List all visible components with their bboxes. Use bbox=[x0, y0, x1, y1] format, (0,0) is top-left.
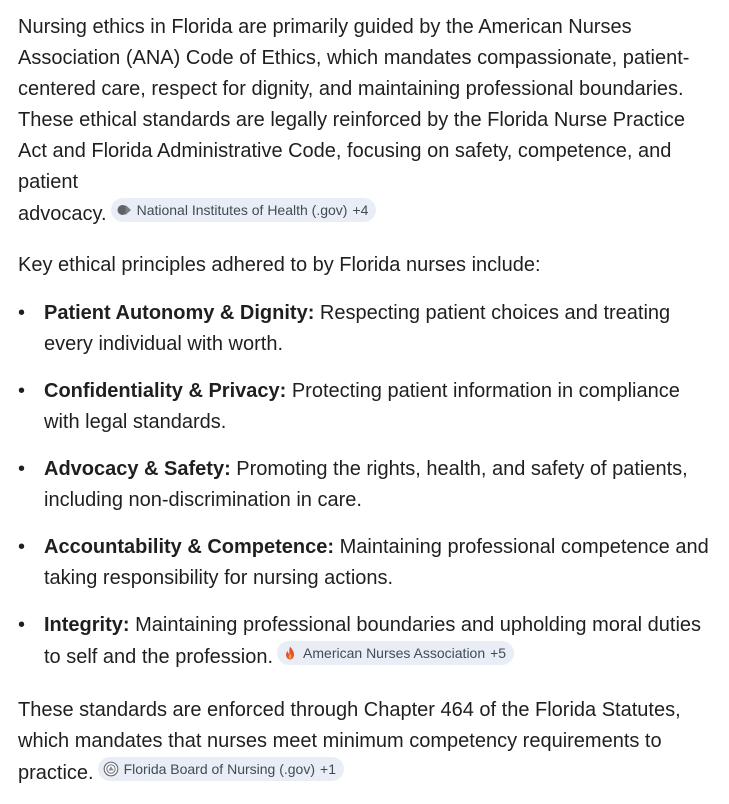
bullet: • bbox=[18, 302, 26, 324]
intro-last-word: advocacy. bbox=[18, 203, 107, 225]
principle-title: Patient Autonomy & Dignity: bbox=[44, 302, 315, 324]
florida-seal-icon bbox=[103, 761, 119, 777]
closing-paragraph bbox=[18, 695, 711, 789]
citation-source: National Institutes of Health (.gov) bbox=[136, 202, 348, 218]
principle-title: Advocacy & Safety: bbox=[44, 458, 231, 480]
citation-count: +1 bbox=[320, 761, 336, 777]
citation-source: Florida Board of Nursing (.gov) bbox=[123, 761, 316, 777]
citation-source: American Nurses Association bbox=[303, 645, 486, 661]
principles-lead-in: Key ethical principles adhered to by Florida nurses include: bbox=[18, 254, 541, 276]
closing-text: These standards are enforced through Chapter 464 of the Florida Statutes, which mandates that nurses meet minimum competency requirements to practice. bbox=[18, 699, 681, 784]
list-item bbox=[18, 298, 711, 360]
principle-text: Maintaining professional competence and taking responsibility for nursing actions. bbox=[44, 536, 709, 589]
bullet: • bbox=[18, 614, 26, 636]
list-item bbox=[18, 376, 711, 438]
principle-text: Maintaining professional boundaries and upholding moral duties to self and the profession. bbox=[44, 614, 702, 668]
ana-flame-logo-icon bbox=[282, 645, 298, 661]
bullet: • bbox=[18, 458, 26, 480]
principle-title: Integrity: bbox=[44, 614, 130, 636]
bullet: • bbox=[18, 536, 26, 558]
principle-title: Accountability & Competence: bbox=[44, 536, 335, 558]
citation-chip-nih[interactable] bbox=[111, 198, 377, 222]
intro-text: Nursing ethics in Florida are primarily guided by the American Nurses Association (ANA) Code of Ethics, which mandates compassionate, patient-centered care, respect for dignity, and maintaining professional boundaries. These ethical standards are legally reinforced by the Florida Nurse Practice Act and Florida Administrative Code, focusing on safety, competence, and patient bbox=[18, 16, 690, 193]
citation-count: +4 bbox=[352, 202, 369, 218]
principles-list bbox=[18, 298, 711, 673]
principle-text: Protecting patient information in compliance with legal standards. bbox=[44, 380, 680, 433]
principle-title: Confidentiality & Privacy: bbox=[44, 380, 287, 402]
bullet: • bbox=[18, 380, 26, 402]
principle-text: Promoting the rights, health, and safety of patients, including non-discrimination in care. bbox=[44, 458, 688, 511]
intro-paragraph bbox=[18, 12, 711, 230]
nih-logo-icon bbox=[116, 202, 132, 218]
citation-chip-florida-board[interactable] bbox=[98, 757, 344, 781]
citation-chip-ana[interactable] bbox=[277, 641, 514, 665]
list-item bbox=[18, 610, 711, 673]
principle-text: Respecting patient choices and treating every individual with worth. bbox=[44, 302, 671, 355]
list-item bbox=[18, 532, 711, 594]
citation-count: +5 bbox=[490, 645, 507, 661]
list-item bbox=[18, 454, 711, 516]
